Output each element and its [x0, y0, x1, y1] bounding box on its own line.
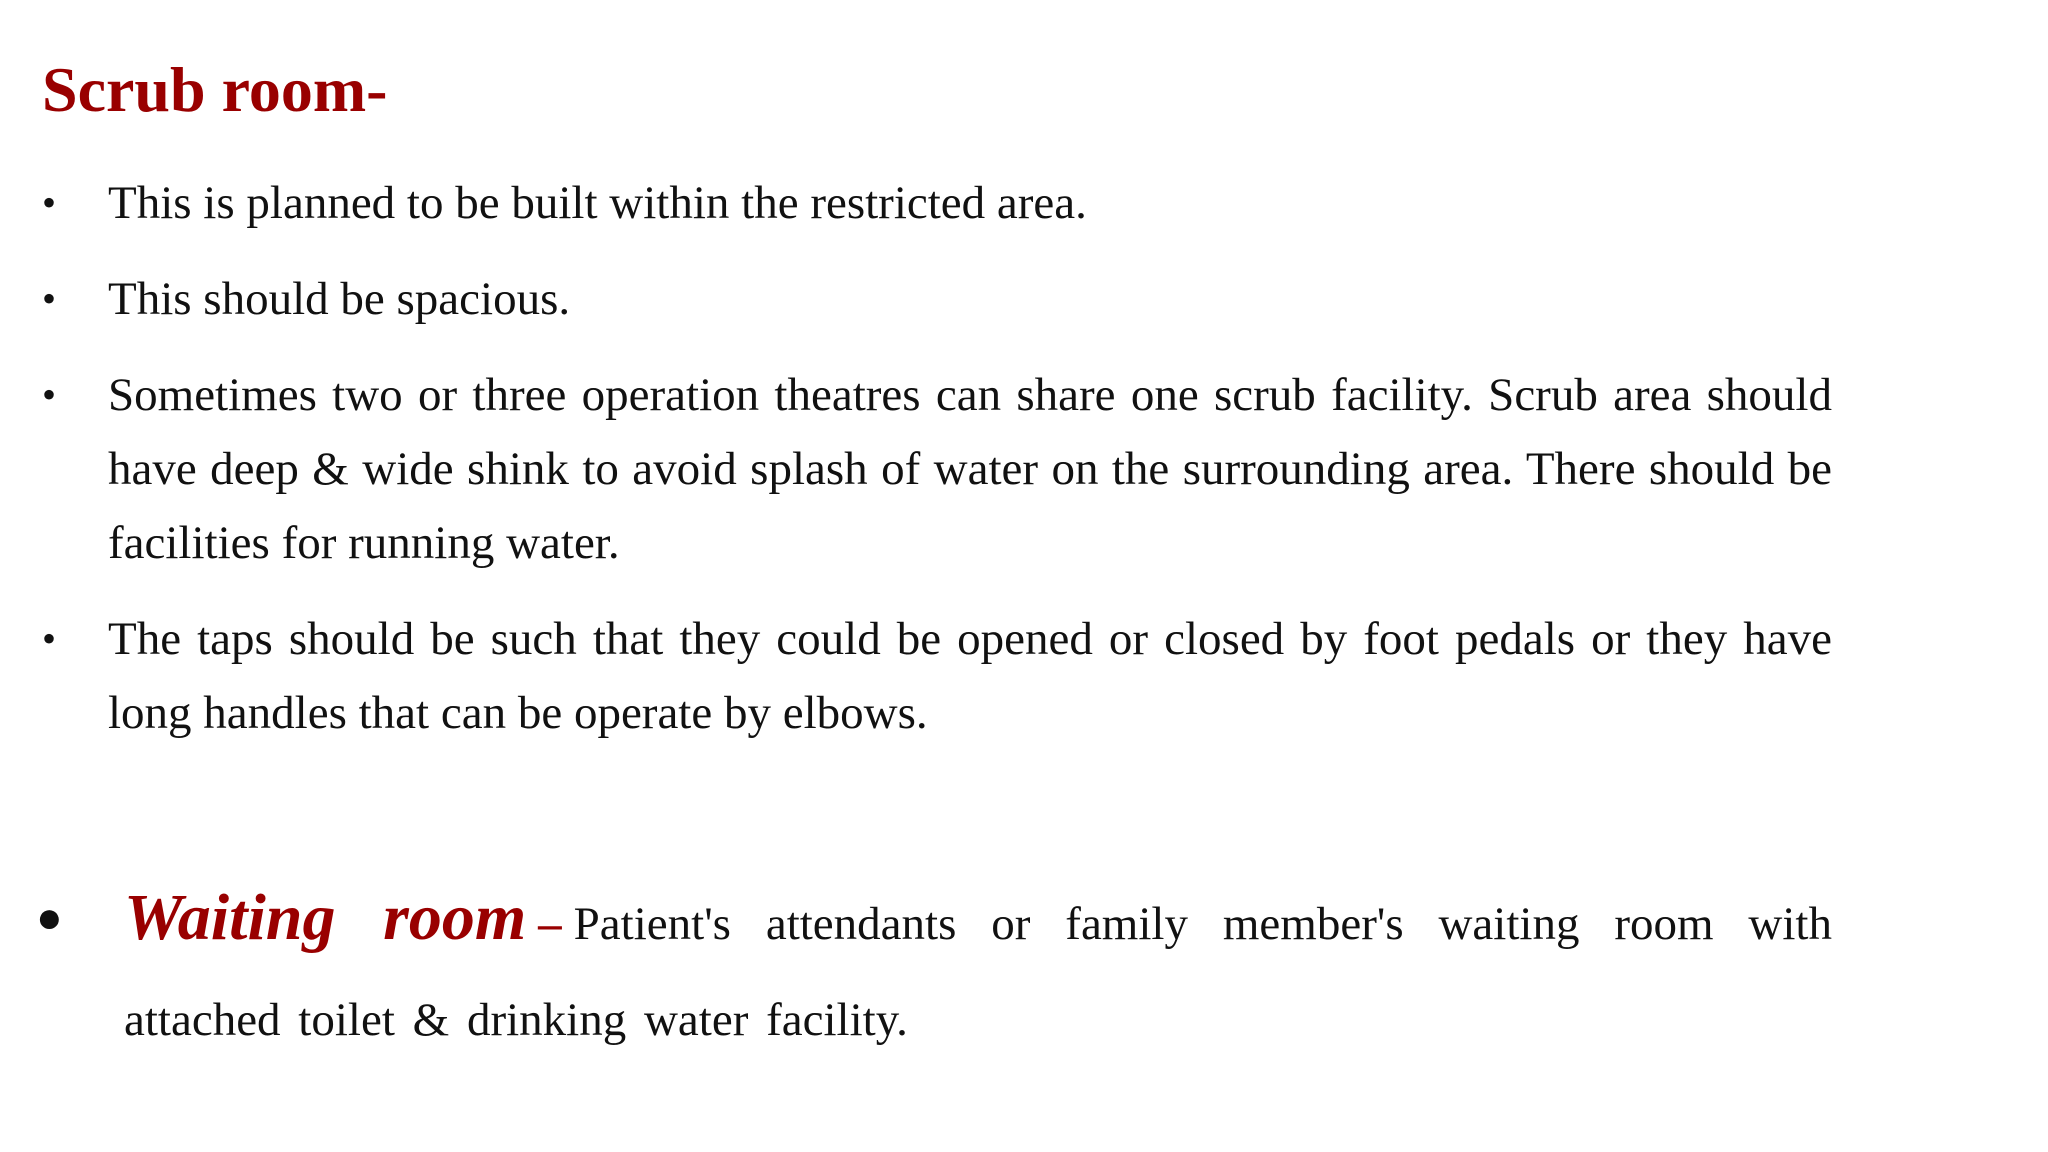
waiting-room-body — [124, 870, 1832, 1068]
bullet-item — [42, 602, 1832, 750]
bullet-text: The taps should be such that they could be opened or closed by foot pedals or they have long handles that can be operate by elbows. — [108, 613, 1832, 739]
slide-title: Scrub room- — [42, 54, 388, 125]
bullet-item — [42, 262, 1832, 336]
bullet-text: This is planned to be built within the restricted area. — [108, 177, 1087, 229]
bullet-dot-icon: • — [42, 180, 57, 225]
bullet-item — [42, 166, 1832, 240]
bullet-dot-icon: • — [42, 276, 57, 321]
bullet-text: This should be spacious. — [108, 273, 571, 325]
waiting-room-dash: – — [538, 898, 562, 950]
bullet-text: Sometimes two or three operation theatres can share one scrub facility. Scrub area should have deep & wide shink to avoid splash of water on the surrounding area. There should be facilities for running water. — [108, 369, 1832, 569]
bullet-item — [42, 358, 1832, 580]
bullet-dot-icon: • — [42, 616, 57, 661]
waiting-room-term: Waiting room — [124, 881, 527, 954]
bullet-dot-icon: ● — [36, 893, 63, 942]
bullet-dot-icon: • — [42, 372, 57, 417]
waiting-room-text: Patient's attendants or family member's waiting room with attached toilet & drinking water facility. — [124, 898, 1832, 1046]
bullet-list — [42, 166, 1832, 772]
waiting-room-item — [36, 870, 1832, 1068]
